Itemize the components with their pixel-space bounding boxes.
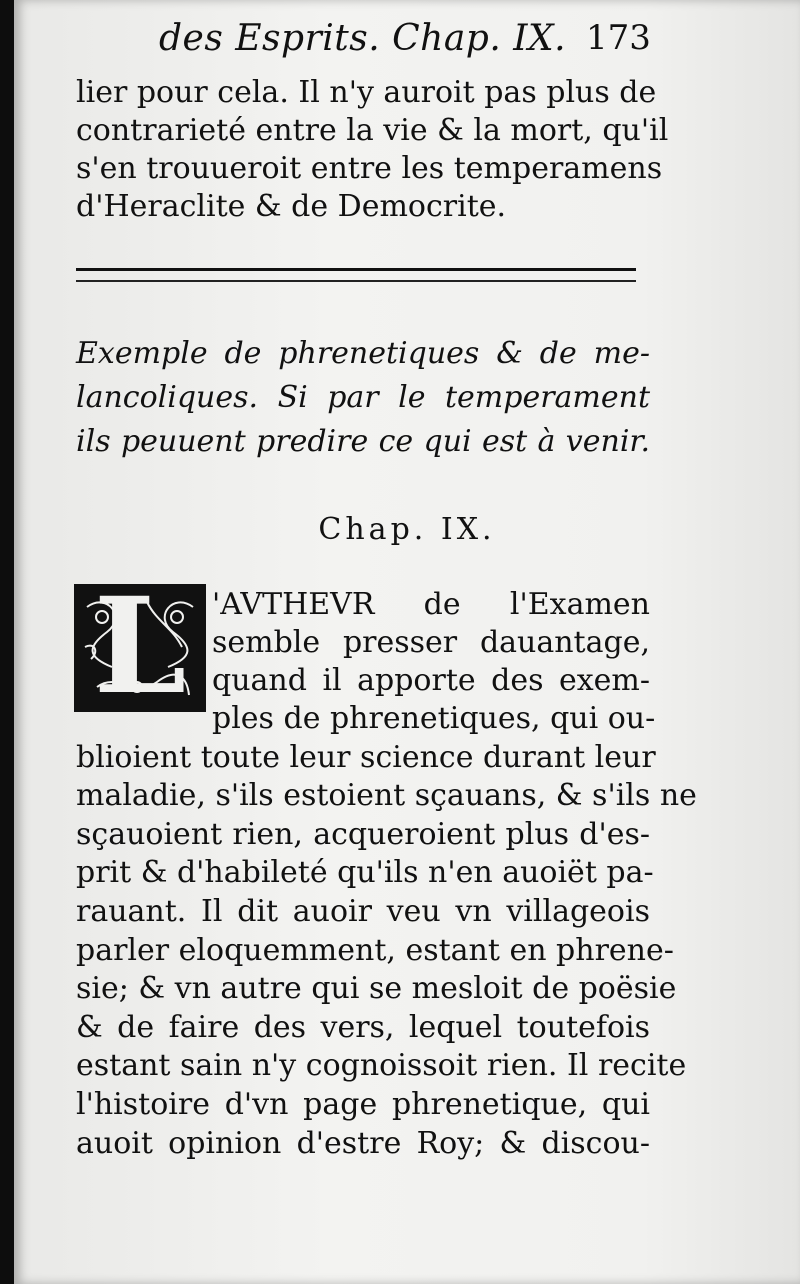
paragraph-body <box>76 700 697 1163</box>
page-number: 173 <box>586 18 651 58</box>
divider-rule-top <box>76 268 636 271</box>
text-line: d'Heraclite & de Democrite. <box>76 189 507 224</box>
text-line: blioient toute leur science durant leur <box>76 739 656 775</box>
paragraph-opening <box>212 586 650 700</box>
text-line: l'histoire d'vn page phrenetique, qui <box>76 1086 650 1122</box>
summary-line: ils peuuent predire ce qui est à venir. <box>76 424 650 459</box>
text-line: quand il apporte des exem- <box>212 663 650 698</box>
text-line: rauant. Il dit auoir veu vn villageois <box>76 893 650 929</box>
text-line: contrarieté entre la vie & la mort, qu'il <box>76 113 669 148</box>
text-line: sie; & vn autre qui se mesloit de poësie <box>76 971 677 1007</box>
summary-line: Exemple de phrenetiques & de me- <box>76 336 650 371</box>
chapter-summary <box>76 332 650 464</box>
decorated-initial <box>74 569 206 724</box>
text-line: maladie, s'ils estoient sçauans, & s'ils ne <box>76 778 697 814</box>
chapter-heading: Chap. IX. <box>318 512 496 547</box>
text-line: parler eloquemment, estant en phrene- <box>76 932 674 968</box>
divider-rule-bottom <box>76 280 636 282</box>
intro-text <box>76 74 669 226</box>
text-line: s'en trouueroit entre les temperamens <box>76 151 663 186</box>
text-line: prit & d'habileté qu'ils n'en auoiët pa- <box>76 855 654 891</box>
text-line: semble presser dauantage, <box>212 625 650 660</box>
initial-letter: L <box>93 569 187 724</box>
text-line: lier pour cela. Il n'y auroit pas plus de <box>76 75 657 110</box>
text-line: & de faire des vers, lequel toutefois <box>76 1009 650 1045</box>
page-header <box>14 18 800 68</box>
text-line: 'AVTHEVR de l'Examen <box>212 587 650 622</box>
book-page <box>14 0 800 1284</box>
running-head: des Esprits. Chap. IX. <box>159 18 567 59</box>
summary-line: lancoliques. Si par le temperament <box>76 380 650 415</box>
text-line: auoit opinion d'estre Roy; & discou- <box>76 1125 650 1161</box>
text-line: ples de phrenetiques, qui ou- <box>212 701 656 736</box>
text-line: estant sain n'y cognoissoit rien. Il recite <box>76 1048 687 1084</box>
text-line: sçauoient rien, acqueroient plus d'es- <box>76 816 650 852</box>
